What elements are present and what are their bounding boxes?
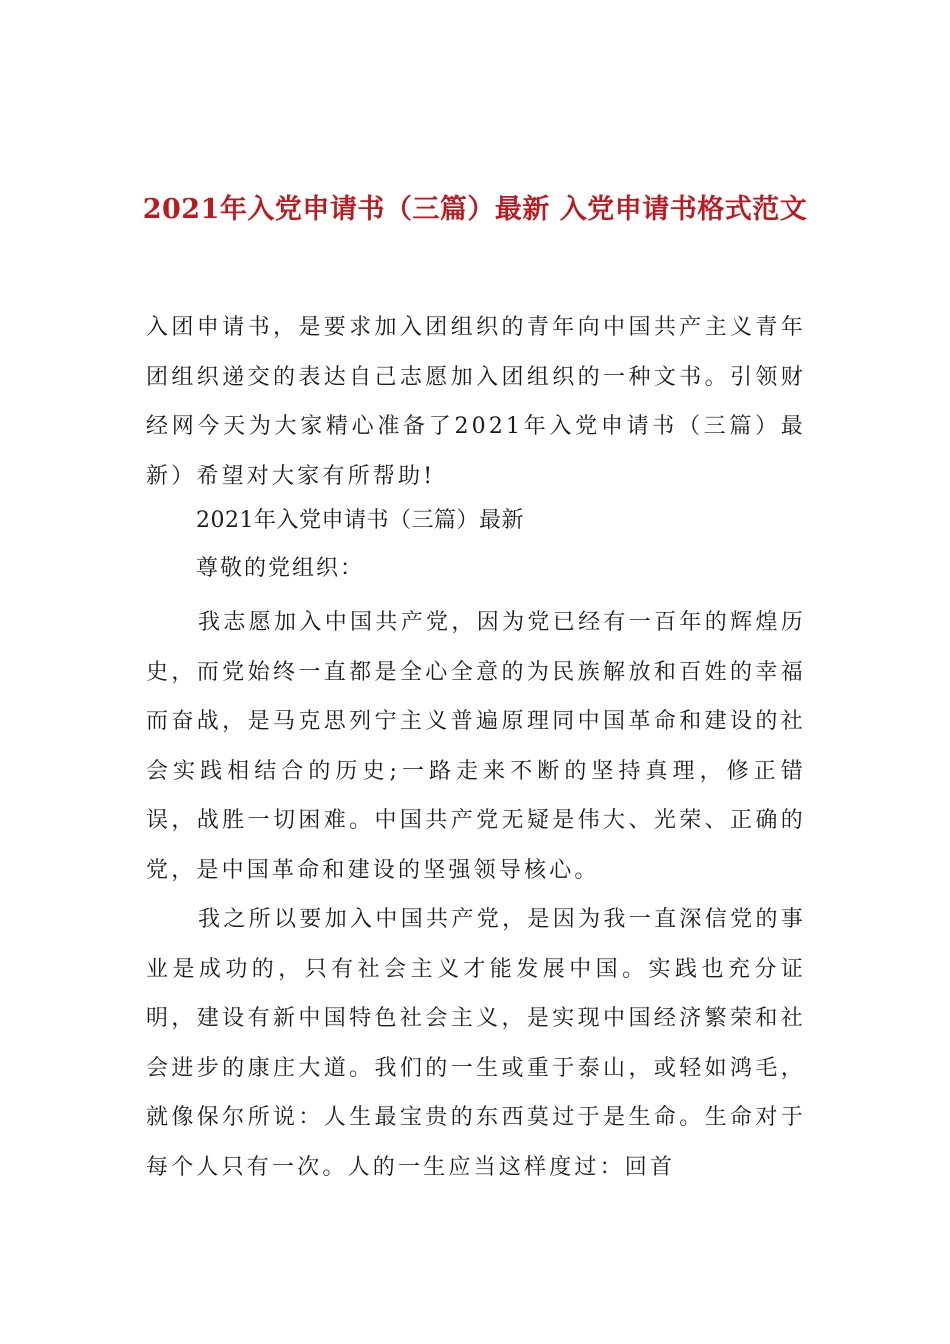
- salutation: 尊敬的党组织：: [196, 556, 365, 581]
- section-heading: 2021年入党申请书（三篇）最新: [196, 508, 524, 533]
- document-title: 2021年入党申请书（三篇）最新 入党申请书格式范文: [142, 194, 808, 226]
- intro-paragraph: 入团申请书，是要求加入团组织的青年向中国共产主义青年团组织递交的表达自己志愿加入团组织的一种文书。引领财经网今天为大家精心准备了2021年入党申请书（三篇）最新）希望对大家有所帮助!: [146, 315, 806, 489]
- body-paragraph-1: 我志愿加入中国共产党，因为党已经有一百年的辉煌历史，而党始终一直都是全心全意的为民族解放和百姓的幸福而奋战，是马克思列宁主义普遍原理同中国革命和建设的社会实践相结合的历史;一路走来不断的坚持真理，修正错误，战胜一切困难。中国共产党无疑是伟大、光荣、正确的党，是中国革命和建设的坚强领导核心。: [146, 610, 806, 883]
- body-paragraph-2: 我之所以要加入中国共产党，是因为我一直深信党的事业是成功的，只有社会主义才能发展中国。实践也充分证明，建设有新中国特色社会主义，是实现中国经济繁荣和社会进步的康庄大道。我们的一生或重于泰山，或轻如鸿毛，就像保尔所说：人生最宝贵的东西莫过于是生命。生命对于每个人只有一次。人的一生应当这样度过：回首: [146, 907, 806, 1180]
